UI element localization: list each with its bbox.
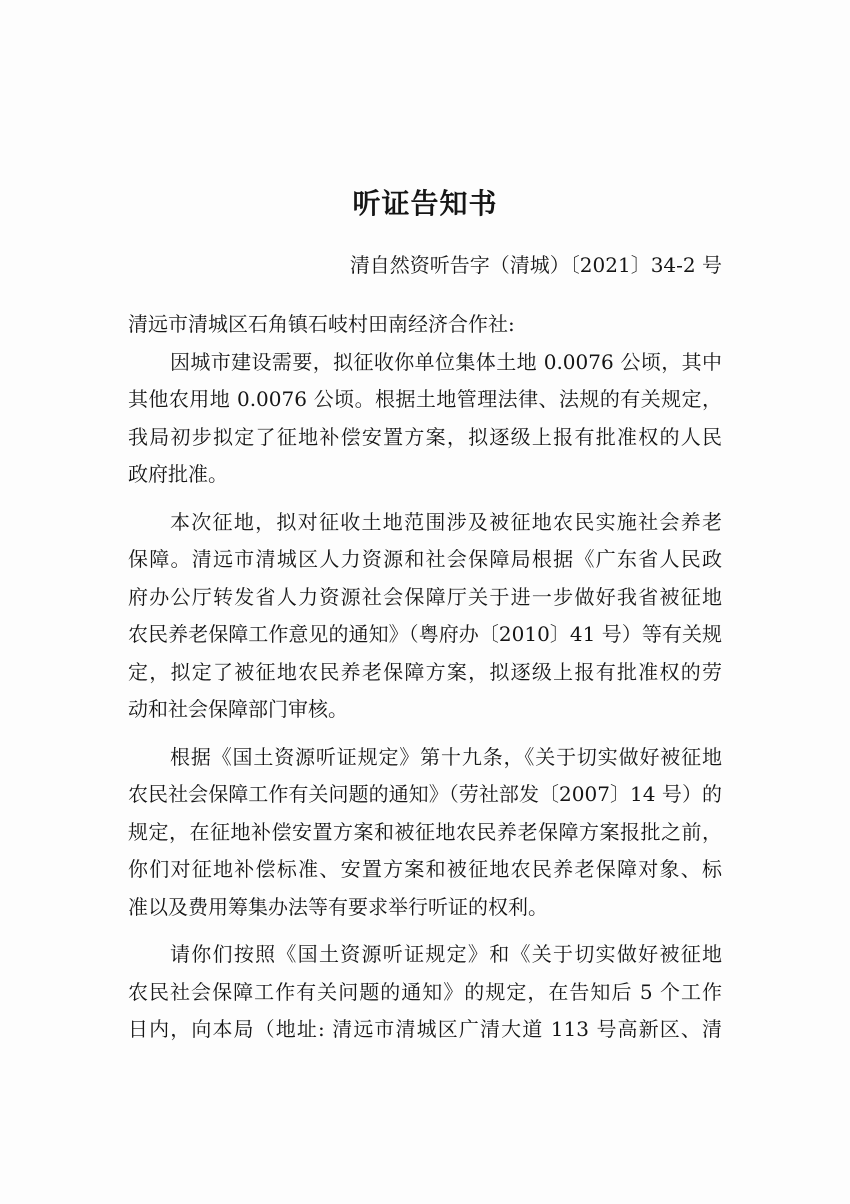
text-line: 日内，向本局（地址: 清远市清城区广清大道 113 号高新区、清 — [128, 1017, 722, 1041]
text-line: 我局初步拟定了征地补偿安置方案，拟逐级上报有批准权的人民 — [128, 424, 722, 449]
body-paragraph-3 — [128, 739, 722, 927]
text-line: 农民社会保障工作有关问题的通知》（劳社部发〔2007〕14 号）的 — [128, 782, 722, 806]
text-line: 府办公厅转发省人力资源社会保障厅关于进一步做好我省被征地 — [128, 584, 722, 609]
text-line: 准以及费用筹集办法等有要求举行听证的权利。 — [128, 894, 548, 919]
body-paragraph-2 — [128, 504, 722, 729]
text-line: 定，拟定了被征地农民养老保障方案，拟逐级上报有批准权的劳 — [128, 659, 722, 684]
document-title: 听证告知书 — [352, 187, 498, 220]
body-paragraph-4 — [128, 936, 722, 1049]
text-line: 本次征地，拟对征收土地范围涉及被征地农民实施社会养老 — [170, 509, 722, 534]
text-line: 你们对征地补偿标准、安置方案和被征地农民养老保障对象、标 — [128, 857, 722, 881]
text-line: 因城市建设需要，拟征收你单位集体土地 0.0076 公顷，其中 — [170, 349, 722, 374]
text-line: 动和社会保障部门审核。 — [128, 697, 348, 721]
document-number: 清自然资听告字（清城）〔2021〕34-2 号 — [349, 253, 722, 277]
document-body — [128, 306, 722, 1059]
text-line: 根据《国土资源听证规定》第十九条，《关于切实做好被征地 — [170, 744, 722, 769]
text-line: 农民养老保障工作意见的通知》（粤府办〔2010〕41 号）等有关规 — [128, 622, 722, 646]
text-line: 规定，在征地补偿安置方案和被征地农民养老保障方案报批之前， — [128, 819, 722, 844]
body-paragraph-1 — [128, 344, 722, 494]
text-line: 政府批准。 — [128, 462, 228, 486]
text-line: 其他农用地 0.0076 公顷。根据土地管理法律、法规的有关规定， — [128, 387, 722, 411]
addressee-line: 清远市清城区石角镇石岐村田南经济合作社: — [128, 312, 515, 336]
text-line: 请你们按照《国土资源听证规定》和《关于切实做好被征地 — [170, 942, 722, 966]
text-line: 保障。清远市清城区人力资源和社会保障局根据《广东省人民政 — [128, 547, 722, 571]
text-line: 农民社会保障工作有关问题的通知》的规定，在告知后 5 个工作 — [128, 979, 722, 1004]
